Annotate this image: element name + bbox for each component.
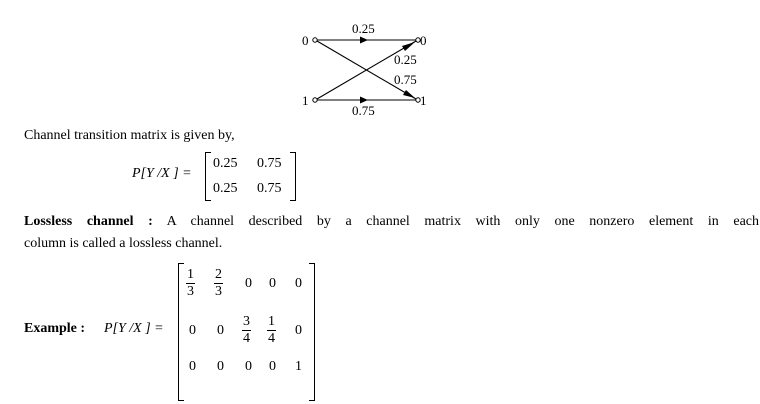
cell-1-4: 0	[269, 276, 276, 291]
cell-3-4: 0	[269, 359, 276, 374]
eq1-right-bracket	[290, 152, 296, 201]
edge-label-cross-1: 0.75	[394, 72, 417, 87]
cell-2-5: 0	[295, 323, 302, 338]
eq1-lhs: P[Y /X ] =	[132, 166, 192, 181]
cell-3-3: 0	[245, 359, 252, 374]
eq1-cell-2-1: 0.25	[213, 181, 238, 196]
edge-label-top: 0.25	[352, 21, 375, 36]
lossless-def-line1: A channel described by a channel matrix with only one nonzero element in each	[166, 214, 759, 229]
intro-text: Channel transition matrix is given by,	[24, 128, 235, 143]
cell-1-3: 0	[245, 276, 252, 291]
example-row-2	[184, 312, 308, 352]
cell-2-1: 0	[189, 323, 196, 338]
edge-label-bottom: 0.75	[352, 103, 375, 118]
cell-3-5: 1	[295, 359, 302, 374]
eq1-left-bracket	[205, 152, 211, 201]
cell-3-1: 0	[189, 359, 196, 374]
input-node-0	[313, 38, 317, 42]
eq1-cell-1-2: 0.75	[257, 156, 282, 171]
edge-label-cross-0: 0.25	[394, 52, 417, 67]
frac-1-3: $\frac{1}{3}$	[187, 267, 194, 299]
cell-2-2: 0	[217, 323, 224, 338]
edge-0-0-arrow	[360, 37, 368, 44]
input-label-1: 1	[302, 93, 309, 108]
input-node-1	[313, 98, 317, 102]
output-label-1: 1	[420, 93, 427, 108]
example-label: Example :	[24, 321, 86, 336]
lossless-term: Lossless channel :	[24, 214, 153, 229]
example-right-bracket	[309, 263, 315, 401]
frac-1-4: $\frac{1}{4}$	[268, 314, 275, 346]
example-lhs: P[Y /X ] =	[104, 321, 164, 336]
lossless-def-line2: column is called a lossless channel.	[24, 236, 223, 251]
eq1-cell-1-1: 0.25	[213, 156, 238, 171]
channel-diagram	[290, 14, 450, 124]
eq1-cell-2-2: 0.75	[257, 181, 282, 196]
lossless-paragraph-line1	[24, 213, 759, 231]
cell-3-2: 0	[217, 359, 224, 374]
edge-0-1-arrow	[403, 90, 415, 98]
example-row-3	[184, 358, 308, 378]
edge-1-0-arrow	[402, 42, 415, 51]
frac-2-3: $\frac{2}{3}$	[215, 267, 222, 299]
frac-3-4: $\frac{3}{4}$	[243, 314, 250, 346]
input-label-0: 0	[302, 33, 309, 48]
output-label-0: 0	[420, 33, 427, 48]
example-row-1	[184, 265, 308, 305]
cell-1-5: 0	[295, 276, 302, 291]
